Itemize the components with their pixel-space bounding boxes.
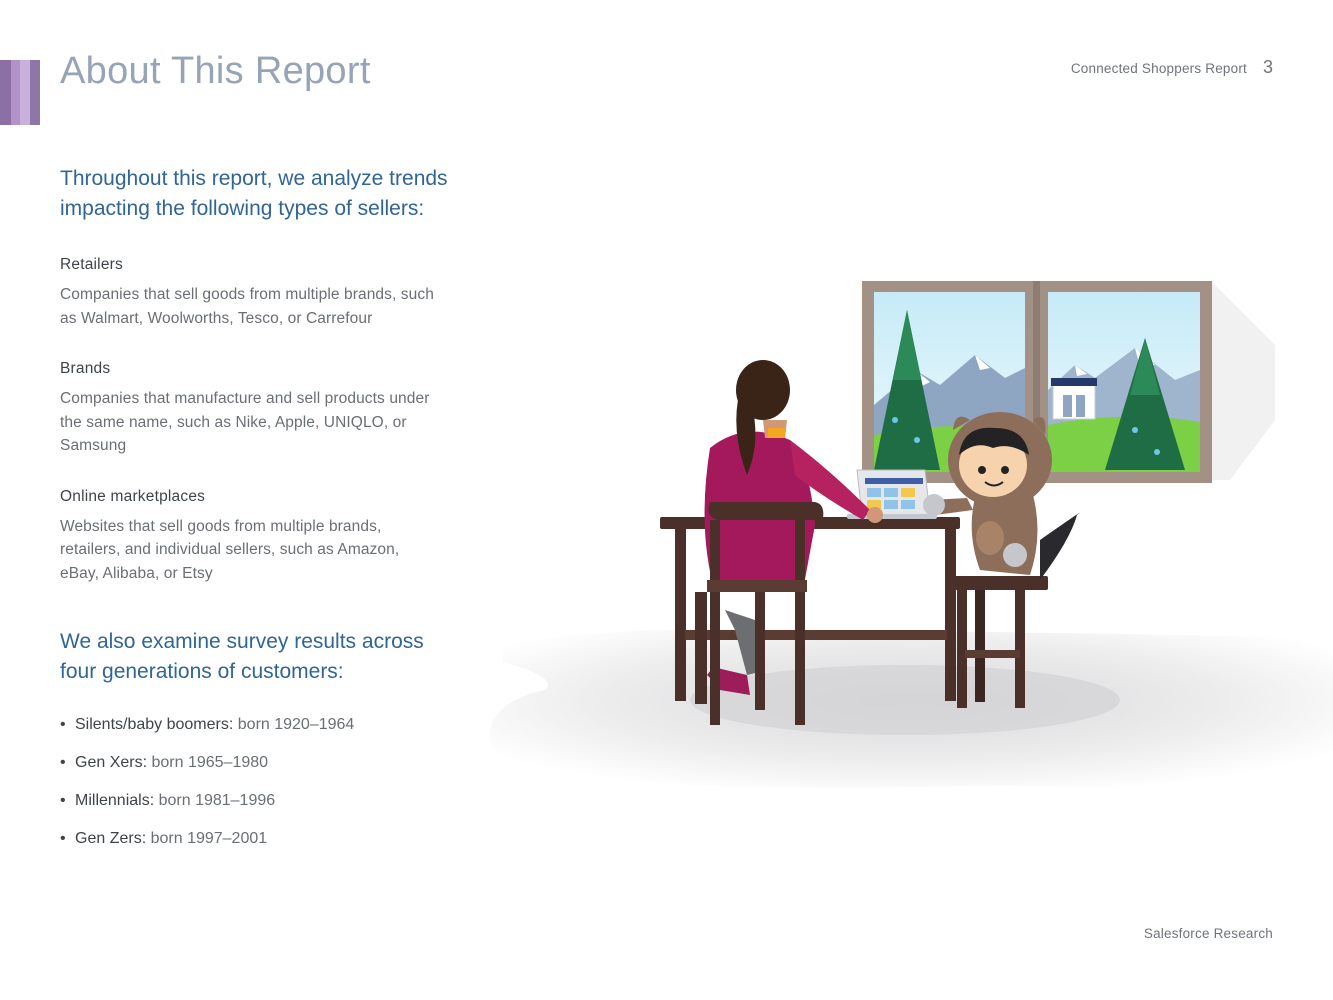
seller-type-description: Companies that sell goods from multiple brands, such as Walmart, Woolworths, Tesco, or Carrefour [60,286,434,327]
generation-name: Gen Xers: [75,754,148,771]
seller-type-retailers [60,256,500,330]
seller-type-label: Online marketplaces [60,487,206,505]
footer-credit: Salesforce Research [1143,926,1273,941]
seller-type-label: Brands [60,360,111,377]
generations-intro: We also examine survey results across four generations of customers: [60,630,424,683]
illustration [485,270,1333,805]
running-title: Connected Shoppers Report [1070,61,1247,76]
generation-range: born 1981–1996 [158,792,276,809]
accent-stripe [0,60,11,125]
seller-type-brands [60,360,500,458]
generation-name: Gen Zers: [75,830,147,847]
generation-range: born 1965–1980 [151,754,269,771]
accent-stripe [11,60,20,125]
bullet-dot: • [60,830,66,847]
list-item [60,790,500,828]
accent-bar [0,60,40,125]
bullet-dot: • [60,716,66,733]
page-title: About This Report [60,50,371,92]
seller-type-online-marketplaces [60,488,500,586]
seller-type-description: Websites that sell goods from multiple brands, retailers, and individual sellers, such as Amazon, eBay, Alibaba, or Etsy [60,517,400,582]
content-column [60,164,500,866]
running-head [1071,57,1273,78]
bullet-dot: • [60,754,66,771]
list-item [60,752,500,790]
generation-list [60,714,500,866]
generation-range: born 1920–1964 [237,716,355,733]
shopper-illustration [485,270,1333,800]
page-number: 3 [1262,57,1273,77]
sellers-intro: Throughout this report, we analyze trends impacting the following types of sellers: [60,167,448,220]
window-shadow [1212,282,1275,480]
seller-type-label: Retailers [60,256,123,273]
accent-stripe [30,60,40,125]
list-item [60,828,500,866]
bullet-dot: • [60,792,66,809]
generation-name: Silents/baby boomers: [75,716,234,733]
accent-stripe [20,60,30,125]
generation-range: born 1997–2001 [150,830,268,847]
seller-type-description: Companies that manufacture and sell products under the same name, such as Nike, Apple, UNIQLO, or Samsung [60,390,430,454]
generation-name: Millennials: [75,792,155,809]
floor-shadow-core [690,665,1120,735]
list-item [60,714,500,752]
